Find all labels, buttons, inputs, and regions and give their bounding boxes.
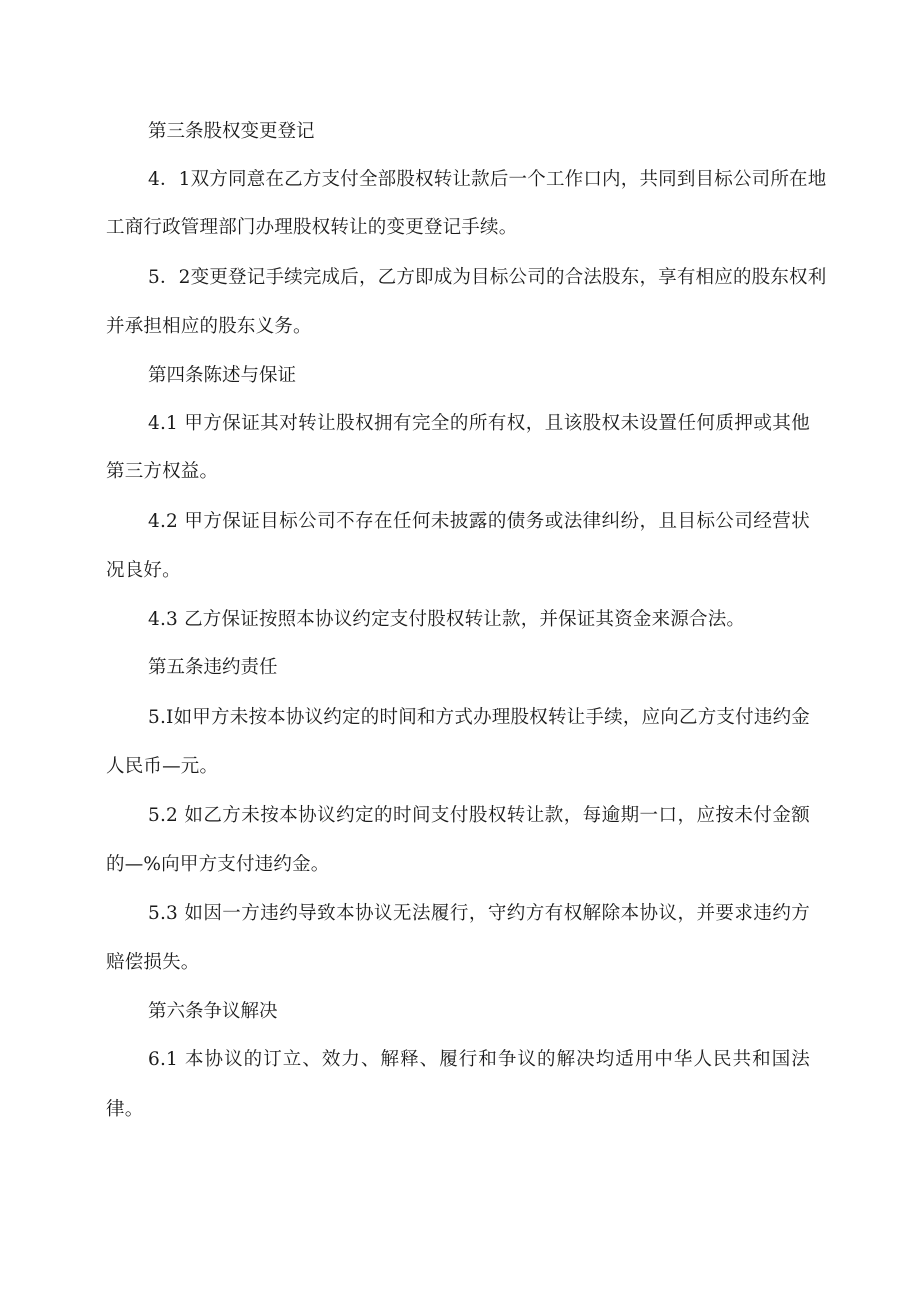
section-heading: 第三条股权变更登记 xyxy=(148,121,315,142)
paragraph-line: 并承担相应的股东义务。 xyxy=(106,316,312,337)
section-heading: 第六条争议解决 xyxy=(148,1001,278,1022)
paragraph-line: 况良好。 xyxy=(106,560,181,581)
paragraph-line: 4.3 乙方保证按照本协议约定支付股权转让款，并保证其资金来源合法。 xyxy=(148,609,746,630)
paragraph-line: 4．1双方同意在乙方支付全部股权转让款后一个工作口内，共同到目标公司所在地 xyxy=(148,169,827,190)
paragraph-line: 5.I如甲方未按本协议约定的时间和方式办理股权转让手续，应向乙方支付违约金 xyxy=(148,707,810,728)
paragraph-line: 5.2 如乙方未按本协议约定的时间支付股权转让款，每逾期一口，应按未付金额 xyxy=(148,805,810,826)
paragraph-line: 的—%向甲方支付违约金。 xyxy=(106,854,330,875)
section-heading: 第五条违约责任 xyxy=(148,657,278,678)
paragraph-line: 4.1 甲方保证其对转让股权拥有完全的所有权，且该股权未设置任何质押或其他 xyxy=(148,413,810,434)
paragraph-line: 赔偿损失。 xyxy=(106,952,200,973)
paragraph-line: 人民币—元。 xyxy=(106,756,219,777)
paragraph-line: 工商行政管理部门办理股权转让的变更登记手续。 xyxy=(106,217,518,238)
paragraph-line: 律。 xyxy=(106,1099,144,1120)
paragraph-line: 第三方权益。 xyxy=(106,461,219,482)
paragraph-line: 6.1 本协议的订立、效力、解释、履行和争议的解决均适用中华人民共和国法 xyxy=(148,1049,810,1070)
section-heading: 第四条陈述与保证 xyxy=(148,365,297,386)
paragraph-line: 5．2变更登记手续完成后，乙方即成为目标公司的合法股东，享有相应的股东权利 xyxy=(148,267,827,288)
paragraph-line: 4.2 甲方保证目标公司不存在任何未披露的债务或法律纠纷，且目标公司经营状 xyxy=(148,511,810,532)
paragraph-line: 5.3 如因一方违约导致本协议无法履行，守约方有权解除本协议，并要求违约方 xyxy=(148,903,810,924)
